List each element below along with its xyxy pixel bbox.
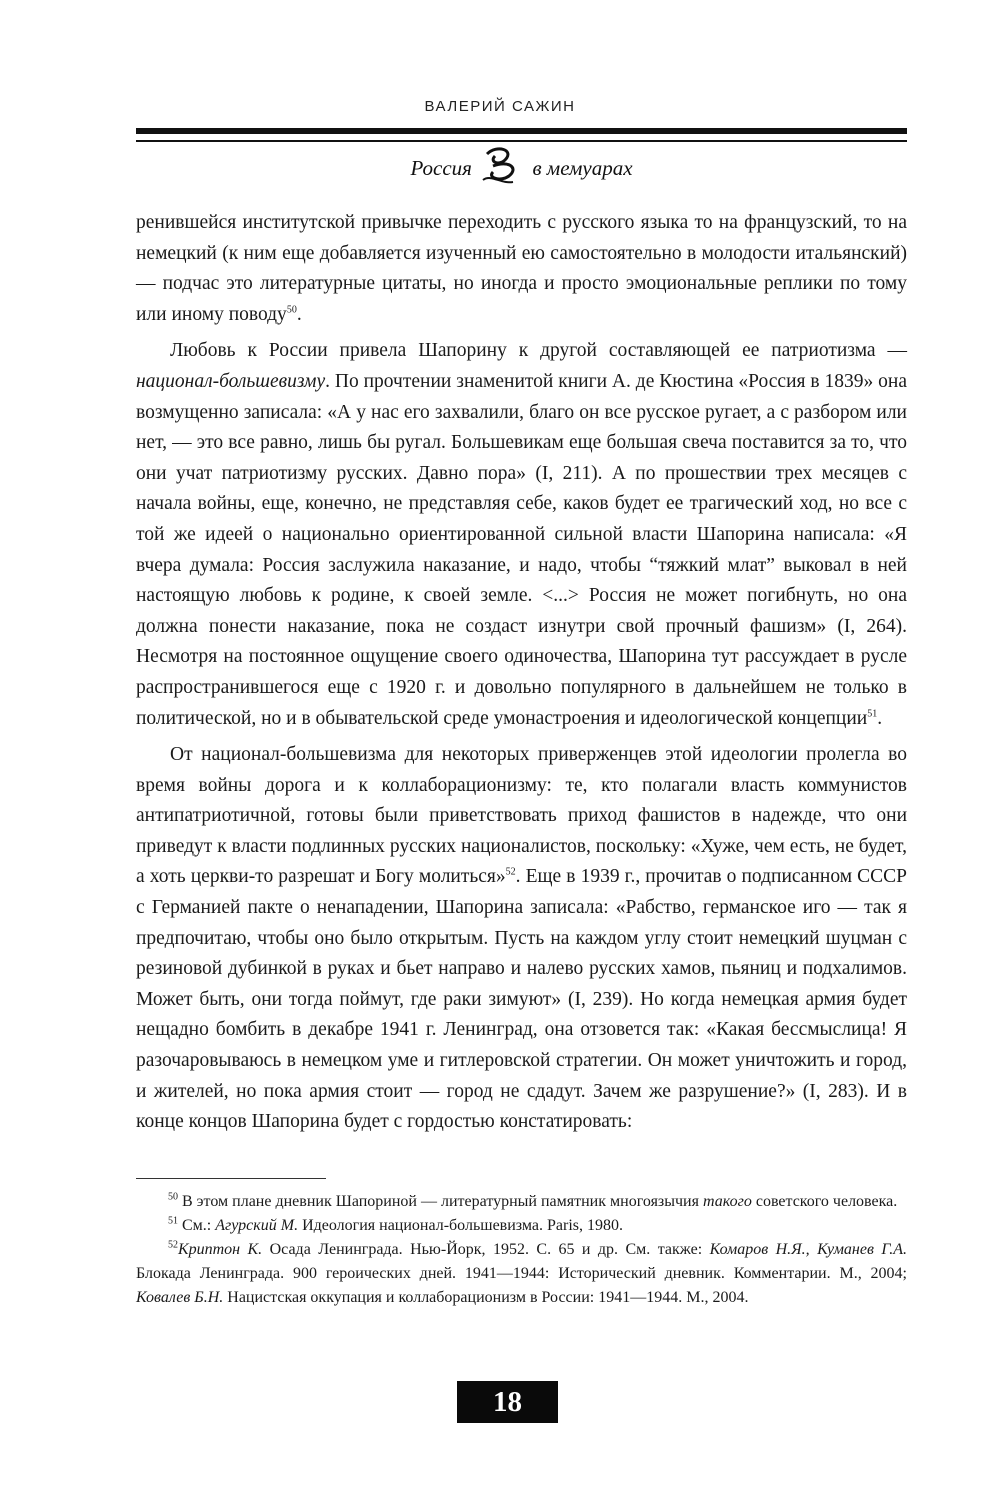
paragraph-1-end: .	[296, 303, 302, 325]
footnotes	[136, 1190, 907, 1310]
footnote-52-author-2: Комаров Н.Я., Куманев Г.А.	[709, 1241, 907, 1258]
footnote-52-number: 52	[168, 1239, 178, 1251]
footnote-ref-50[interactable]: 50	[286, 304, 297, 316]
footnote-52-author-1: Криптон К.	[178, 1241, 263, 1258]
footnote-50-text-a: В этом плане дневник Шапориной — литературный памятник многоязычия	[178, 1193, 703, 1210]
paragraph-1	[136, 208, 907, 330]
series-title-right: в мемуарах	[532, 155, 633, 180]
footnote-50-number: 50	[168, 1191, 178, 1203]
footnote-ref-51[interactable]: 51	[867, 708, 878, 719]
main-text	[136, 208, 907, 1138]
paragraph-2-end: .	[877, 707, 883, 729]
paragraph-3	[136, 740, 907, 1138]
footnote-51-number: 51	[168, 1215, 178, 1227]
footnote-52-text-b: Блокада Ленинграда. 900 героических дней. 1941—1944: Исторический дневник. Комментарии. М., 2004;	[136, 1265, 907, 1282]
header-rule-thin	[136, 140, 907, 142]
flourish-ornament-icon	[479, 146, 525, 194]
footnote-50-text-b: советского человека.	[751, 1193, 898, 1210]
paragraph-2-italic-term: национал-большевизму	[136, 370, 326, 392]
footnote-52-text-c: Нацистская оккупация и коллаборационизм в России: 1941—1944. М., 2004.	[223, 1289, 749, 1306]
footnote-52-text-a: Осада Ленинграда. Нью-Йорк, 1952. С. 65 и др. См. также:	[262, 1241, 710, 1258]
footnote-50	[136, 1190, 907, 1214]
footnote-separator	[136, 1178, 326, 1179]
paragraph-3-text-b: . Еще в 1939 г., прочитав о подписанном СССР с Германией пакте о ненападении, Шапорина записала: «Рабство, германское иго — так я предпочитаю, чтобы оно было открытым. Пусть на каждом углу стоит немецкий шуцман с резиновой дубинкой в руках и бьет направо и налево русских хамов, пьяниц и подхалимов. Может быть, они тогда поймут, где раки зимуют» (I, 239). Но когда немецкая армия будет нещадно бомбить в декабре 1941 г. Ленинград, она отзовется так: «Какая бессмыслица! Я разочаровываюсь в немецком уме и гитлеровской стратегии. Он может уничтожить и город, и жителей, но пока армия стоит — город не сдадут. Зачем же разрушение?» (I, 283). И в конце концов Шапорина будет с гордостью констатировать:	[136, 866, 907, 1133]
footnote-51	[136, 1214, 907, 1238]
paragraph-2	[136, 336, 907, 734]
header-rule-thick	[136, 128, 907, 134]
footnote-51-text-b: Идеология национал-большевизма. Paris, 1980.	[298, 1217, 623, 1234]
footnote-52	[136, 1238, 907, 1310]
footnote-51-text-a: См.:	[178, 1217, 216, 1234]
series-title-left: Россия	[410, 155, 472, 180]
paragraph-1-text: ренившейся институтской привычке переходить с русского языка то на французский, то на немецкий (к ним еще добавляется изученный ею самостоятельно в молодости итальянский) — подчас это литературные цитаты, но иногда и просто эмоциональные реплики по тому или иному поводу	[136, 212, 907, 325]
series-title	[136, 146, 907, 194]
footnote-ref-52[interactable]: 52	[505, 866, 516, 878]
paragraph-2-text-b: . По прочтении знаменитой книги А. де Кюстина «Россия в 1839» она возмущенно записала: «А у нас его захвалили, благо он все русское ругает, а с разбором или нет, — это все равно, лишь бы ругал. Большевикам еще большая свеча поставится за то, что они учат патриотизму русских. Давно пора» (I, 211). А по прошествии трех месяцев с начала войны, еще, конечно, не представляя себе, каков будет ее трагический ход, но все с той же идеей о национально ориентированной сильной власти Шапорина написала: «Я вчера думала: Россия заслужила наказание, и надо, чтобы “тяжкий млат” выковал в ней настоящую любовь к родине, к своей земле. <...> Россия не может погибнуть, но она должна понести наказание, пока не создаст изнутри свой прочный фашизм» (I, 264). Несмотря на постоянное ощущение своего одиночества, Шапорина тут рассуждает в русле распространившегося еще с 1920 г. и довольно популярного в дальнейшем не только в политической, но и в обывательской среде умонастроения и идеологической концепции	[136, 370, 907, 729]
footnote-51-author: Агурский М.	[215, 1217, 299, 1234]
paragraph-3-text-a: От национал-большевизма для некоторых приверженцев этой идеологии пролегла во время войны дорога и к коллаборационизму: те, кто полагали власть коммунистов антипатриотичной, готовы были приветствовать приход фашистов в надежде, что они приведут к власти подлинных русских националистов, поскольку: «Хуже, чем есть, не будет, а хоть церкви-то разрешат и Богу молиться»	[136, 744, 907, 888]
running-head-author: ВАЛЕРИЙ САЖИН	[424, 98, 576, 115]
footnote-52-author-3: Ковалев Б.Н.	[136, 1289, 224, 1306]
paragraph-2-text-a: Любовь к России привела Шапорину к другой составляющей ее патриотизма —	[170, 340, 907, 362]
page-number: 18	[457, 1381, 558, 1423]
footnote-50-italic: такого	[702, 1193, 752, 1210]
